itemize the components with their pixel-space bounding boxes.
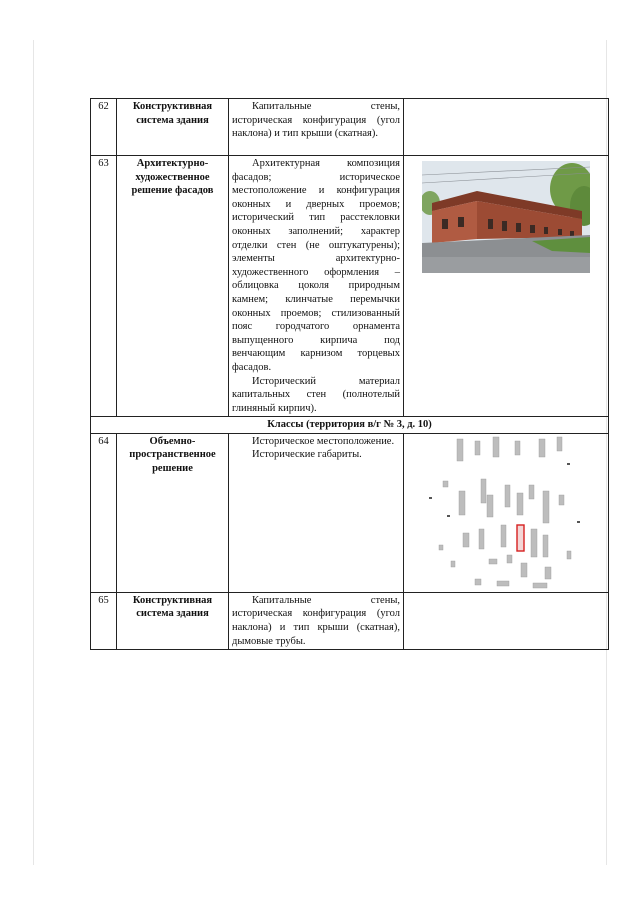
description-paragraph: Капитальные стены, историческая конфигурация (угол наклона) и тип крыши (скатная). — [232, 101, 400, 140]
photo-brick-building — [422, 161, 590, 273]
description-paragraph: Капитальные стены, историческая конфигурация (угол наклона) и тип крыши (скатная), дымовые трубы. — [232, 594, 400, 647]
feature-description — [229, 592, 404, 649]
row-number: 63 — [91, 156, 117, 417]
image-cell — [404, 433, 609, 592]
row-number: 64 — [91, 433, 117, 592]
site-plan-map — [417, 435, 595, 591]
table-row — [91, 99, 609, 156]
description-paragraph: Историческое местоположение. — [252, 435, 395, 447]
scan-edge-left — [33, 40, 34, 865]
table-row — [91, 433, 609, 592]
table-row — [91, 156, 609, 417]
feature-name: Конструктивная система здания — [117, 99, 229, 156]
description-paragraph: Исторический материал капитальных стен (полнотелый глиняный кирпич). — [232, 375, 400, 414]
row-number: 62 — [91, 99, 117, 156]
row-number: 65 — [91, 592, 117, 649]
feature-name: Архитектурно-художественное решение фасадов — [117, 156, 229, 417]
image-cell — [404, 99, 609, 156]
feature-name: Конструктивная система здания — [117, 592, 229, 649]
protected-features-table — [90, 98, 609, 650]
section-header-row — [91, 417, 609, 434]
image-cell — [404, 156, 609, 417]
table-row — [91, 592, 609, 649]
description-paragraph: Исторические габариты. — [252, 449, 362, 461]
feature-description — [229, 433, 404, 592]
feature-description — [229, 156, 404, 417]
feature-name: Объемно-пространственное решение — [117, 433, 229, 592]
section-title: Классы (территория в/г № 3, д. 10) — [91, 417, 609, 434]
feature-description — [229, 99, 404, 156]
description-paragraph: Архитектурная композиция фасадов; историческое местоположение и конфигурация оконных и дверных проемов; исторический тип расстекловки оконных заполнений; характер отделки стен (не оштукатурены); элементы архитектурно-художественного оформления – облицовка цоколя природным камнем; клинчатые перемычки оконных проемов; стилизованный пояс городчатого орнамента выпущенного кирпича под венчающим карнизом торцевых фасадов. — [232, 158, 400, 373]
image-cell — [404, 592, 609, 649]
